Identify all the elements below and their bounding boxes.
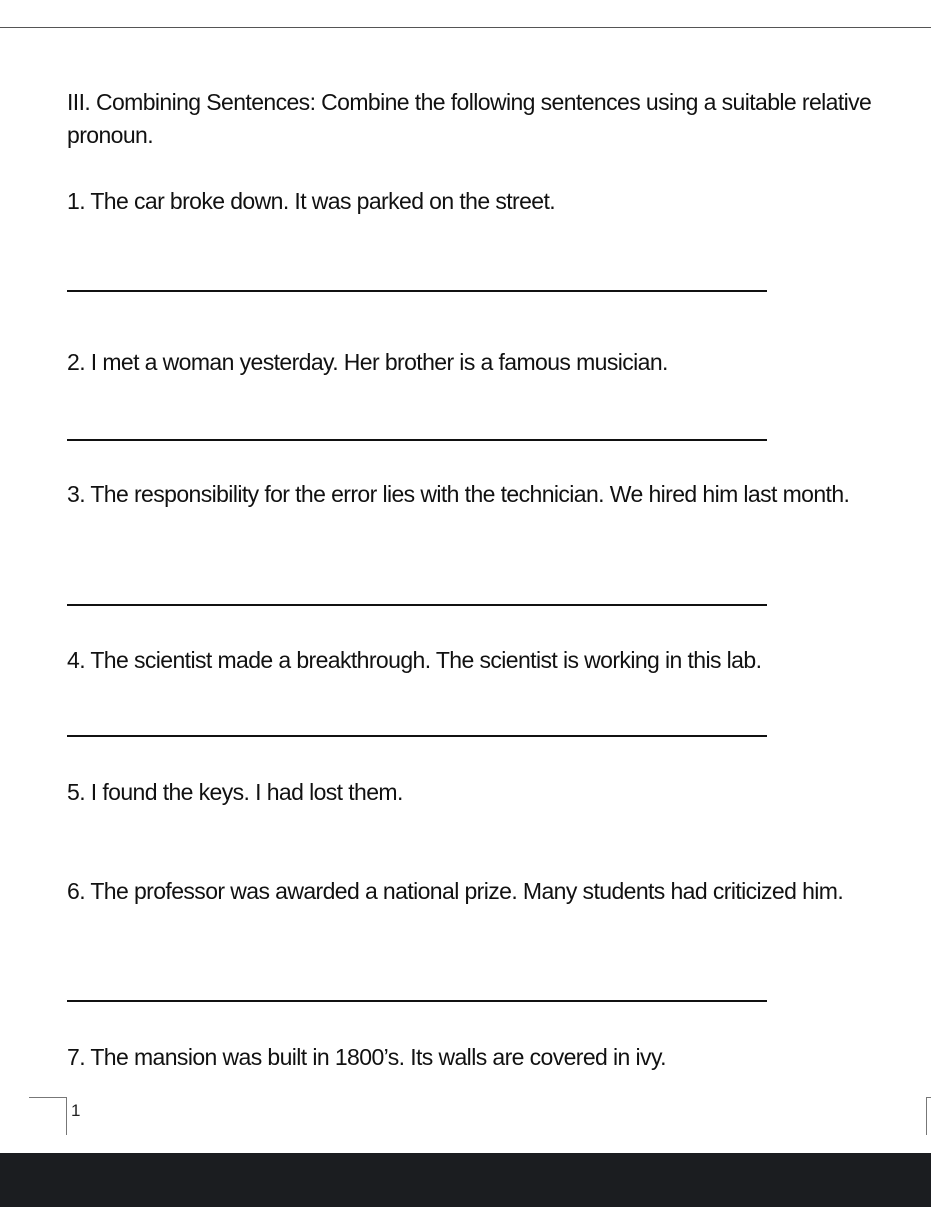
section-heading: III. Combining Sentences: Combine the following sentences using a suitable relative pronoun. xyxy=(67,89,872,148)
question-7: 7. The mansion was built in 1800’s. Its walls are covered in ivy. xyxy=(67,1044,666,1070)
page-number: 1 xyxy=(71,1101,81,1120)
question-1: 1. The car broke down. It was parked on the street. xyxy=(67,188,556,214)
page-corner-marker-right xyxy=(926,1097,931,1135)
answer-line-1 xyxy=(67,290,767,292)
answer-line-6 xyxy=(67,1000,767,1002)
question-3: 3. The responsibility for the error lies with the technician. We hired him last month. xyxy=(67,481,850,507)
answer-line-2 xyxy=(67,439,767,441)
top-divider xyxy=(0,27,931,28)
answer-line-3 xyxy=(67,604,767,606)
answer-line-4 xyxy=(67,735,767,737)
question-6: 6. The professor was awarded a national prize. Many students had criticized him. xyxy=(67,878,844,904)
question-4: 4. The scientist made a breakthrough. The scientist is working in this lab. xyxy=(67,647,762,673)
page-corner-marker-left xyxy=(29,1097,67,1135)
bottom-bar xyxy=(0,1153,931,1207)
question-2: 2. I met a woman yesterday. Her brother is a famous musician. xyxy=(67,349,668,375)
question-5: 5. I found the keys. I had lost them. xyxy=(67,779,403,805)
